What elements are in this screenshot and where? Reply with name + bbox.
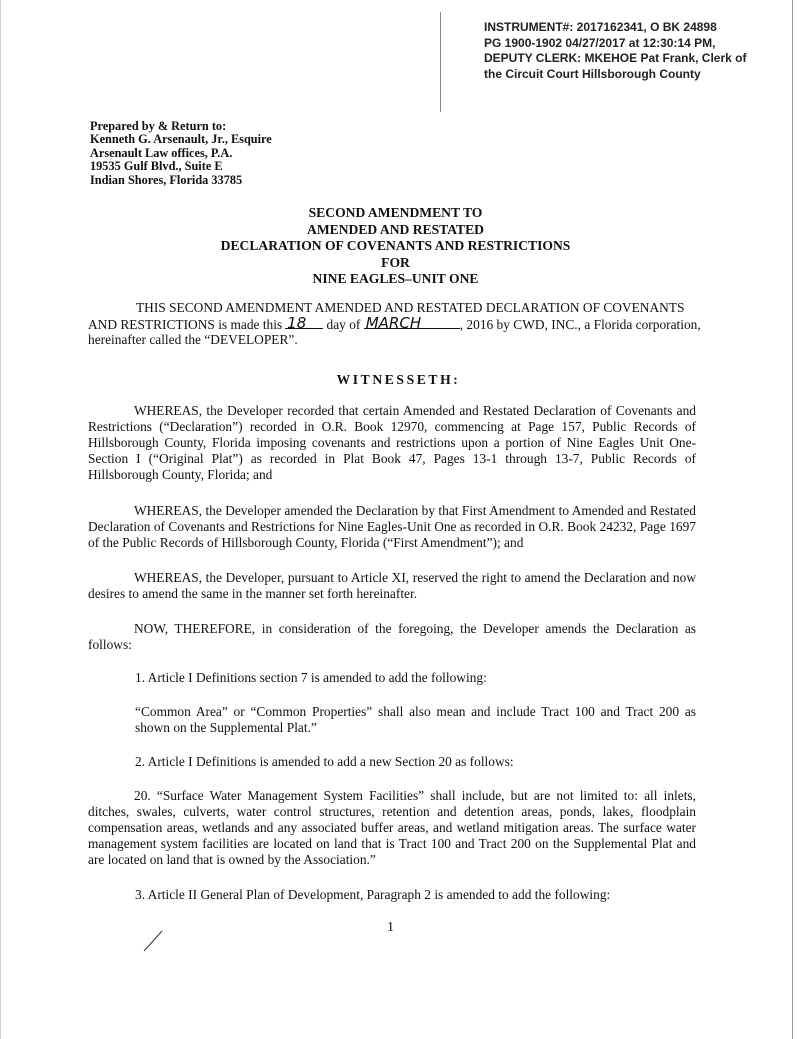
- prepared-line-2: Kenneth G. Arsenault, Jr., Esquire: [90, 132, 272, 147]
- page-edge-right: [792, 0, 793, 1039]
- stamp-divider: [440, 12, 441, 112]
- prepared-line-5: Indian Shores, Florida 33785: [90, 172, 243, 187]
- recording-stamp: [484, 20, 784, 82]
- title-line-3: DECLARATION OF COVENANTS AND RESTRICTIONS: [220, 238, 571, 254]
- intro-line-1: THIS SECOND AMENDMENT AMENDED AND RESTATED DECLARATION OF COVENANTS: [136, 300, 685, 315]
- common-area-text: “Common Area” or “Common Properties” shall also mean and include Tract 100 and Tract 200 as shown on the Supplemental Plat.”: [135, 704, 696, 735]
- stamp-line-2: PG 1900-1902 04/27/2017 at 12:30:14 PM,: [484, 35, 716, 50]
- document-title: [0, 205, 797, 288]
- item-1: 1. Article I Definitions section 7 is amended to add the following:: [135, 670, 487, 685]
- whereas-paragraph-1: [88, 403, 696, 483]
- stamp-line-4: the Circuit Court Hillsborough County: [484, 66, 701, 81]
- common-area-paragraph: [135, 704, 696, 736]
- title-line-2: AMENDED AND RESTATED: [307, 221, 484, 237]
- prepared-line-3: Arsenault Law offices, P.A.: [90, 145, 233, 160]
- witnesseth-heading: WITNESSETH:: [336, 372, 461, 387]
- handwritten-day: 18: [287, 314, 307, 332]
- whereas-1-text: WHEREAS, the Developer recorded that certain Amended and Restated Declaration of Covenants and Restrictions (“Declaration”) recorded in O.R. Book 12970, commencing at Page 157, Public Records of Hillsborough County, Florida imposing covenants and restrictions upon a portion of Nine Eagles Unit One-Section I (“Original Plat”) as recorded in Plat Book 47, Pages 13-1 through 13-7, Public Records of Hillsborough County, Florida; and: [88, 403, 696, 482]
- title-line-5: NINE EAGLES–UNIT ONE: [312, 271, 479, 287]
- item-2: 2. Article I Definitions is amended to add a new Section 20 as follows:: [135, 754, 514, 769]
- handwritten-month: MARCH: [365, 314, 422, 332]
- day-blank: [285, 314, 323, 332]
- whereas-2-text: WHEREAS, the Developer amended the Declaration by that First Amendment to Amended and Restated Declaration of Covenants and Restrictions for Nine Eagles-Unit One as recorded in O.R. Book 24232, Page 1697 of the Public Records of Hillsborough County, Florida (“First Amendment”); and: [88, 503, 696, 550]
- prepared-line-4: 19535 Gulf Blvd., Suite E: [90, 159, 223, 174]
- section-20-paragraph: [88, 788, 696, 868]
- title-line-1: SECOND AMENDMENT TO: [308, 205, 483, 220]
- title-line-4: FOR: [381, 254, 410, 270]
- intro-day-of: day of: [326, 317, 361, 332]
- whereas-paragraph-2: [88, 503, 696, 551]
- intro-year-corp: , 2016 by CWD, INC., a Florida corporation,: [459, 317, 701, 332]
- whereas-paragraph-3: [88, 570, 696, 602]
- month-blank: [364, 314, 460, 332]
- section-20-text: 20. “Surface Water Management System Facilities” shall include, but are not limited to: all inlets, ditches, swales, culverts, water control structures, retention and detention areas, ponds, lakes, floodplain compensation areas, wetlands and any associated buffer areas, and wetland mitigation areas. The surface water management system facilities are located on land that is Tract 100 and Tract 200 on the Supplemental Plat and are located on land that is owned by the Association.”: [88, 788, 696, 867]
- page-number: 1: [387, 920, 394, 935]
- intro-made-this: AND RESTRICTIONS is made this: [88, 317, 283, 332]
- intro-line-3: hereinafter called the “DEVELOPER”.: [88, 332, 298, 347]
- intro-line-2: [88, 316, 701, 333]
- item-3: 3. Article II General Plan of Development, Paragraph 2 is amended to add the following:: [135, 887, 611, 902]
- prepared-line-1: Prepared by & Return to:: [90, 119, 227, 133]
- page-edge-left: [0, 0, 1, 1039]
- pen-mark: [140, 925, 170, 955]
- now-therefore-text: NOW, THEREFORE, in consideration of the foregoing, the Developer amends the Declaration as follows:: [88, 621, 696, 652]
- whereas-3-text: WHEREAS, the Developer, pursuant to Article XI, reserved the right to amend the Declaration and now desires to amend the same in the manner set forth hereinafter.: [88, 570, 696, 601]
- prepared-by-block: [90, 120, 272, 187]
- stamp-line-3: DEPUTY CLERK: MKEHOE Pat Frank, Clerk of: [484, 51, 747, 65]
- stamp-line-1: INSTRUMENT#: 2017162341, O BK 24898: [484, 20, 717, 34]
- now-therefore-paragraph: [88, 621, 696, 653]
